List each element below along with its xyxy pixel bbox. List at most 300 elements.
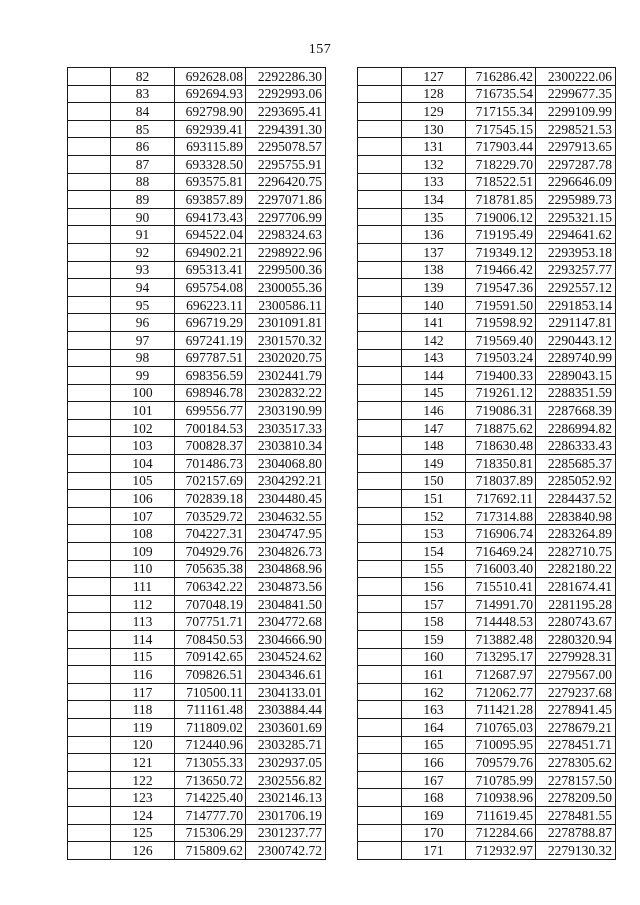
point-number-cell: 130: [402, 120, 466, 138]
table-row: [358, 155, 616, 173]
y-coordinate-cell: 2304346.61: [246, 666, 326, 684]
blank-cell: [358, 806, 402, 824]
blank-cell: [68, 208, 111, 226]
table-row: [68, 490, 326, 508]
y-coordinate-cell: 2286994.82: [536, 419, 616, 437]
blank-cell: [358, 490, 402, 508]
x-coordinate-cell: 703529.72: [175, 507, 246, 525]
blank-cell: [68, 754, 111, 772]
x-coordinate-cell: 714777.70: [175, 806, 246, 824]
point-number-cell: 157: [402, 595, 466, 613]
point-number-cell: 131: [402, 138, 466, 156]
x-coordinate-cell: 712932.97: [466, 842, 536, 860]
blank-cell: [358, 754, 402, 772]
y-coordinate-cell: 2292993.06: [246, 85, 326, 103]
blank-cell: [68, 437, 111, 455]
x-coordinate-cell: 707048.19: [175, 595, 246, 613]
x-coordinate-cell: 719086.31: [466, 402, 536, 420]
x-coordinate-cell: 719006.12: [466, 208, 536, 226]
table-row: [358, 243, 616, 261]
y-coordinate-cell: 2297706.99: [246, 208, 326, 226]
table-row: [68, 806, 326, 824]
x-coordinate-cell: 695313.41: [175, 261, 246, 279]
point-number-cell: 124: [111, 806, 175, 824]
page-number: 157: [308, 42, 332, 57]
y-coordinate-cell: 2287668.39: [536, 402, 616, 420]
point-number-cell: 129: [402, 103, 466, 121]
table-row: [358, 666, 616, 684]
point-number-cell: 113: [111, 613, 175, 631]
blank-cell: [358, 666, 402, 684]
x-coordinate-cell: 718037.89: [466, 472, 536, 490]
y-coordinate-cell: 2300742.72: [246, 842, 326, 860]
table-row: [68, 296, 326, 314]
table-row: [358, 208, 616, 226]
y-coordinate-cell: 2302556.82: [246, 771, 326, 789]
point-number-cell: 155: [402, 560, 466, 578]
point-number-cell: 120: [111, 736, 175, 754]
x-coordinate-cell: 719261.12: [466, 384, 536, 402]
table-row: [358, 279, 616, 297]
y-coordinate-cell: 2285685.37: [536, 455, 616, 473]
blank-cell: [358, 701, 402, 719]
point-number-cell: 127: [402, 68, 466, 86]
y-coordinate-cell: 2294391.30: [246, 120, 326, 138]
y-coordinate-cell: 2297071.86: [246, 191, 326, 209]
y-coordinate-cell: 2304826.73: [246, 543, 326, 561]
table-row: [68, 437, 326, 455]
table-row: [68, 560, 326, 578]
blank-cell: [68, 631, 111, 649]
point-number-cell: 145: [402, 384, 466, 402]
point-number-cell: 139: [402, 279, 466, 297]
point-number-cell: 118: [111, 701, 175, 719]
blank-cell: [68, 578, 111, 596]
blank-cell: [68, 103, 111, 121]
table-row: [358, 226, 616, 244]
blank-cell: [68, 683, 111, 701]
y-coordinate-cell: 2279237.68: [536, 683, 616, 701]
table-row: [68, 261, 326, 279]
point-number-cell: 106: [111, 490, 175, 508]
table-row: [68, 754, 326, 772]
point-number-cell: 132: [402, 155, 466, 173]
x-coordinate-cell: 717903.44: [466, 138, 536, 156]
blank-cell: [358, 138, 402, 156]
point-number-cell: 126: [111, 842, 175, 860]
blank-cell: [358, 120, 402, 138]
blank-cell: [68, 543, 111, 561]
point-number-cell: 83: [111, 85, 175, 103]
table-row: [68, 507, 326, 525]
x-coordinate-cell: 693575.81: [175, 173, 246, 191]
point-number-cell: 125: [111, 824, 175, 842]
table-row: [358, 367, 616, 385]
blank-cell: [358, 367, 402, 385]
y-coordinate-cell: 2278209.50: [536, 789, 616, 807]
table-row: [68, 789, 326, 807]
x-coordinate-cell: 719195.49: [466, 226, 536, 244]
table-row: [68, 824, 326, 842]
point-number-cell: 148: [402, 437, 466, 455]
table-row: [358, 578, 616, 596]
table-row: [358, 648, 616, 666]
y-coordinate-cell: 2283264.89: [536, 525, 616, 543]
y-coordinate-cell: 2278941.45: [536, 701, 616, 719]
x-coordinate-cell: 712062.77: [466, 683, 536, 701]
y-coordinate-cell: 2290443.12: [536, 331, 616, 349]
blank-cell: [358, 525, 402, 543]
x-coordinate-cell: 718630.48: [466, 437, 536, 455]
y-coordinate-cell: 2278451.71: [536, 736, 616, 754]
blank-cell: [68, 718, 111, 736]
blank-cell: [358, 455, 402, 473]
point-number-cell: 171: [402, 842, 466, 860]
blank-cell: [68, 314, 111, 332]
point-number-cell: 142: [402, 331, 466, 349]
table-row: [358, 543, 616, 561]
x-coordinate-cell: 708450.53: [175, 631, 246, 649]
table-row: [358, 595, 616, 613]
point-number-cell: 114: [111, 631, 175, 649]
point-number-cell: 101: [111, 402, 175, 420]
table-row: [68, 842, 326, 860]
table-row: [358, 173, 616, 191]
blank-cell: [68, 613, 111, 631]
point-number-cell: 128: [402, 85, 466, 103]
y-coordinate-cell: 2297287.78: [536, 155, 616, 173]
x-coordinate-cell: 692798.90: [175, 103, 246, 121]
point-number-cell: 86: [111, 138, 175, 156]
table-body-right: [358, 68, 616, 860]
point-number-cell: 100: [111, 384, 175, 402]
point-number-cell: 151: [402, 490, 466, 508]
x-coordinate-cell: 715510.41: [466, 578, 536, 596]
y-coordinate-cell: 2295989.73: [536, 191, 616, 209]
x-coordinate-cell: 692628.08: [175, 68, 246, 86]
blank-cell: [358, 349, 402, 367]
table-row: [68, 85, 326, 103]
y-coordinate-cell: 2298324.63: [246, 226, 326, 244]
point-number-cell: 94: [111, 279, 175, 297]
point-number-cell: 140: [402, 296, 466, 314]
x-coordinate-cell: 693115.89: [175, 138, 246, 156]
x-coordinate-cell: 713055.33: [175, 754, 246, 772]
table-row: [68, 103, 326, 121]
table-row: [358, 85, 616, 103]
x-coordinate-cell: 710785.99: [466, 771, 536, 789]
blank-cell: [68, 806, 111, 824]
y-coordinate-cell: 2304868.96: [246, 560, 326, 578]
blank-cell: [358, 243, 402, 261]
table-row: [68, 525, 326, 543]
x-coordinate-cell: 702839.18: [175, 490, 246, 508]
x-coordinate-cell: 711619.45: [466, 806, 536, 824]
blank-cell: [358, 771, 402, 789]
y-coordinate-cell: 2278788.87: [536, 824, 616, 842]
x-coordinate-cell: 719400.33: [466, 367, 536, 385]
y-coordinate-cell: 2303884.44: [246, 701, 326, 719]
x-coordinate-cell: 719547.36: [466, 279, 536, 297]
blank-cell: [358, 419, 402, 437]
coordinates-table-right: [357, 67, 616, 860]
blank-cell: [68, 296, 111, 314]
blank-cell: [358, 85, 402, 103]
x-coordinate-cell: 710500.11: [175, 683, 246, 701]
x-coordinate-cell: 717545.15: [466, 120, 536, 138]
y-coordinate-cell: 2289043.15: [536, 367, 616, 385]
table-row: [358, 507, 616, 525]
y-coordinate-cell: 2281674.41: [536, 578, 616, 596]
point-number-cell: 123: [111, 789, 175, 807]
y-coordinate-cell: 2304524.62: [246, 648, 326, 666]
x-coordinate-cell: 715306.29: [175, 824, 246, 842]
table-row: [68, 155, 326, 173]
x-coordinate-cell: 700828.37: [175, 437, 246, 455]
y-coordinate-cell: 2302020.75: [246, 349, 326, 367]
x-coordinate-cell: 709826.51: [175, 666, 246, 684]
x-coordinate-cell: 718229.70: [466, 155, 536, 173]
blank-cell: [358, 296, 402, 314]
y-coordinate-cell: 2294641.62: [536, 226, 616, 244]
x-coordinate-cell: 702157.69: [175, 472, 246, 490]
x-coordinate-cell: 696719.29: [175, 314, 246, 332]
blank-cell: [68, 191, 111, 209]
blank-cell: [68, 226, 111, 244]
x-coordinate-cell: 704227.31: [175, 525, 246, 543]
blank-cell: [68, 384, 111, 402]
table-row: [358, 718, 616, 736]
y-coordinate-cell: 2301570.32: [246, 331, 326, 349]
y-coordinate-cell: 2300055.36: [246, 279, 326, 297]
point-number-cell: 141: [402, 314, 466, 332]
y-coordinate-cell: 2278679.21: [536, 718, 616, 736]
table-row: [68, 173, 326, 191]
table-row: [68, 543, 326, 561]
y-coordinate-cell: 2304632.55: [246, 507, 326, 525]
y-coordinate-cell: 2302832.22: [246, 384, 326, 402]
table-row: [68, 68, 326, 86]
y-coordinate-cell: 2291853.14: [536, 296, 616, 314]
x-coordinate-cell: 692694.93: [175, 85, 246, 103]
table-row: [358, 138, 616, 156]
point-number-cell: 110: [111, 560, 175, 578]
blank-cell: [358, 648, 402, 666]
x-coordinate-cell: 718350.81: [466, 455, 536, 473]
point-number-cell: 165: [402, 736, 466, 754]
x-coordinate-cell: 706342.22: [175, 578, 246, 596]
y-coordinate-cell: 2299500.36: [246, 261, 326, 279]
x-coordinate-cell: 716906.74: [466, 525, 536, 543]
y-coordinate-cell: 2304480.45: [246, 490, 326, 508]
x-coordinate-cell: 719569.40: [466, 331, 536, 349]
y-coordinate-cell: 2298521.53: [536, 120, 616, 138]
x-coordinate-cell: 716003.40: [466, 560, 536, 578]
point-number-cell: 91: [111, 226, 175, 244]
blank-cell: [358, 718, 402, 736]
table-row: [358, 560, 616, 578]
x-coordinate-cell: 715809.62: [175, 842, 246, 860]
table-row: [358, 806, 616, 824]
y-coordinate-cell: 2279567.00: [536, 666, 616, 684]
x-coordinate-cell: 714448.53: [466, 613, 536, 631]
blank-cell: [68, 455, 111, 473]
blank-cell: [358, 842, 402, 860]
blank-cell: [358, 208, 402, 226]
y-coordinate-cell: 2304772.68: [246, 613, 326, 631]
x-coordinate-cell: 710095.95: [466, 736, 536, 754]
point-number-cell: 95: [111, 296, 175, 314]
y-coordinate-cell: 2304666.90: [246, 631, 326, 649]
table-row: [68, 771, 326, 789]
point-number-cell: 152: [402, 507, 466, 525]
table-row: [358, 683, 616, 701]
x-coordinate-cell: 712687.97: [466, 666, 536, 684]
point-number-cell: 169: [402, 806, 466, 824]
table-row: [358, 789, 616, 807]
y-coordinate-cell: 2278157.50: [536, 771, 616, 789]
x-coordinate-cell: 704929.76: [175, 543, 246, 561]
table-row: [68, 718, 326, 736]
x-coordinate-cell: 699556.77: [175, 402, 246, 420]
point-number-cell: 156: [402, 578, 466, 596]
table-row: [68, 578, 326, 596]
point-number-cell: 146: [402, 402, 466, 420]
x-coordinate-cell: 698356.59: [175, 367, 246, 385]
blank-cell: [68, 155, 111, 173]
y-coordinate-cell: 2279130.32: [536, 842, 616, 860]
y-coordinate-cell: 2298922.96: [246, 243, 326, 261]
table-row: [68, 331, 326, 349]
table-row: [68, 243, 326, 261]
point-number-cell: 164: [402, 718, 466, 736]
point-number-cell: 119: [111, 718, 175, 736]
x-coordinate-cell: 696223.11: [175, 296, 246, 314]
y-coordinate-cell: 2285052.92: [536, 472, 616, 490]
point-number-cell: 149: [402, 455, 466, 473]
x-coordinate-cell: 693328.50: [175, 155, 246, 173]
point-number-cell: 143: [402, 349, 466, 367]
x-coordinate-cell: 705635.38: [175, 560, 246, 578]
blank-cell: [358, 578, 402, 596]
table-row: [358, 419, 616, 437]
y-coordinate-cell: 2299677.35: [536, 85, 616, 103]
x-coordinate-cell: 717692.11: [466, 490, 536, 508]
blank-cell: [68, 736, 111, 754]
table-row: [358, 261, 616, 279]
x-coordinate-cell: 712284.66: [466, 824, 536, 842]
blank-cell: [358, 155, 402, 173]
blank-cell: [358, 789, 402, 807]
point-number-cell: 115: [111, 648, 175, 666]
blank-cell: [68, 525, 111, 543]
point-number-cell: 84: [111, 103, 175, 121]
table-row: [358, 525, 616, 543]
table-row: [68, 402, 326, 420]
x-coordinate-cell: 718522.51: [466, 173, 536, 191]
blank-cell: [358, 613, 402, 631]
blank-cell: [68, 349, 111, 367]
x-coordinate-cell: 700184.53: [175, 419, 246, 437]
point-number-cell: 135: [402, 208, 466, 226]
y-coordinate-cell: 2278481.55: [536, 806, 616, 824]
point-number-cell: 102: [111, 419, 175, 437]
table-row: [358, 103, 616, 121]
y-coordinate-cell: 2295321.15: [536, 208, 616, 226]
point-number-cell: 90: [111, 208, 175, 226]
table-row: [68, 472, 326, 490]
blank-cell: [358, 279, 402, 297]
x-coordinate-cell: 711421.28: [466, 701, 536, 719]
table-row: [358, 437, 616, 455]
blank-cell: [68, 771, 111, 789]
point-number-cell: 88: [111, 173, 175, 191]
x-coordinate-cell: 697241.19: [175, 331, 246, 349]
y-coordinate-cell: 2296420.75: [246, 173, 326, 191]
y-coordinate-cell: 2302441.79: [246, 367, 326, 385]
blank-cell: [358, 331, 402, 349]
x-coordinate-cell: 716286.42: [466, 68, 536, 86]
y-coordinate-cell: 2286333.43: [536, 437, 616, 455]
blank-cell: [358, 314, 402, 332]
x-coordinate-cell: 713882.48: [466, 631, 536, 649]
point-number-cell: 98: [111, 349, 175, 367]
blank-cell: [68, 68, 111, 86]
blank-cell: [68, 367, 111, 385]
point-number-cell: 107: [111, 507, 175, 525]
point-number-cell: 161: [402, 666, 466, 684]
table-row: [358, 842, 616, 860]
table-row: [68, 279, 326, 297]
point-number-cell: 92: [111, 243, 175, 261]
blank-cell: [68, 279, 111, 297]
point-number-cell: 133: [402, 173, 466, 191]
point-number-cell: 166: [402, 754, 466, 772]
table-row: [358, 296, 616, 314]
table-row: [68, 208, 326, 226]
blank-cell: [68, 789, 111, 807]
coordinates-table-left: [67, 67, 326, 860]
point-number-cell: 105: [111, 472, 175, 490]
table-row: [68, 314, 326, 332]
blank-cell: [68, 331, 111, 349]
blank-cell: [68, 648, 111, 666]
x-coordinate-cell: 717314.88: [466, 507, 536, 525]
blank-cell: [358, 191, 402, 209]
y-coordinate-cell: 2303601.69: [246, 718, 326, 736]
table-row: [358, 331, 616, 349]
x-coordinate-cell: 709142.65: [175, 648, 246, 666]
point-number-cell: 167: [402, 771, 466, 789]
blank-cell: [68, 261, 111, 279]
y-coordinate-cell: 2304292.21: [246, 472, 326, 490]
point-number-cell: 162: [402, 683, 466, 701]
table-row: [68, 613, 326, 631]
table-row: [68, 367, 326, 385]
y-coordinate-cell: 2302937.05: [246, 754, 326, 772]
table-row: [358, 314, 616, 332]
point-number-cell: 121: [111, 754, 175, 772]
table-row: [68, 648, 326, 666]
point-number-cell: 122: [111, 771, 175, 789]
x-coordinate-cell: 714225.40: [175, 789, 246, 807]
table-row: [358, 613, 616, 631]
blank-cell: [68, 666, 111, 684]
blank-cell: [358, 226, 402, 244]
table-row: [358, 402, 616, 420]
table-row: [358, 736, 616, 754]
y-coordinate-cell: 2293695.41: [246, 103, 326, 121]
